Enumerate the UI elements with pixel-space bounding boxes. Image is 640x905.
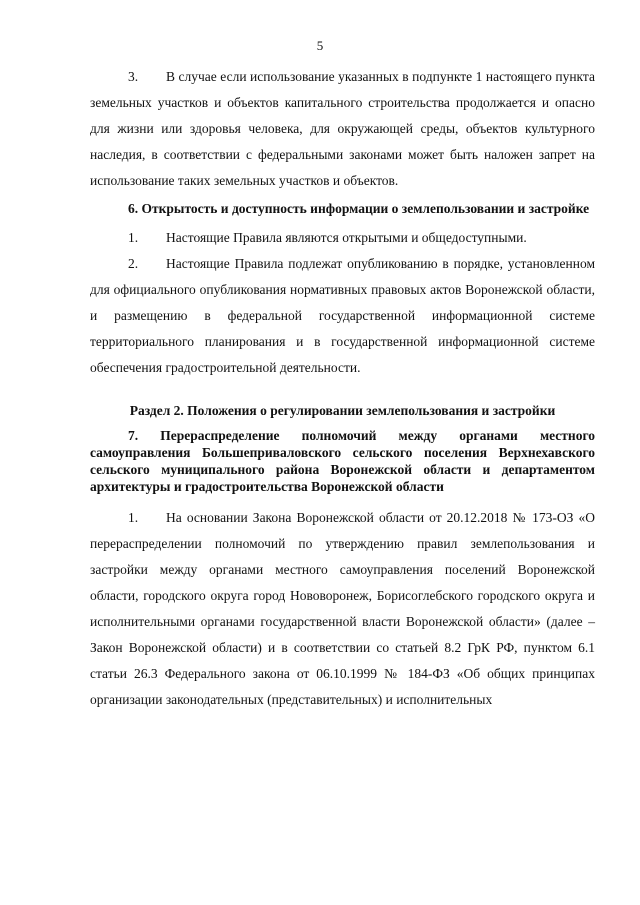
page-number: 5 [316, 38, 324, 53]
paragraph-6-1 [90, 225, 595, 251]
heading-section-6: 6. Открытость и доступность информации о землепользовании и застройке [128, 201, 590, 216]
paragraph-text: На основании Закона Воронежской области от 20.12.2018 № 173-ОЗ «О перераспределении полномочий по утверждению правил землепользования и застройки между органами местного самоуправления поселений Воронежской области, городского округа город Нововоронеж, Борисоглебского городского округа и исполнительными органами государственной власти Воронежской области» (далее – Закон Воронежской области) и в соответствии со статьей 8.2 ГрК РФ, пунктом 6.1 статьи 26.3 Федерального закона от 06.10.1999 № 184-ФЗ «Об общих принципах организации законодательных (представительных) и исполнительных [90, 510, 595, 707]
paragraph-number: 1. [128, 230, 139, 245]
paragraph-6-2 [90, 251, 595, 381]
paragraph-number: 1. [128, 510, 139, 525]
paragraph-text: Настоящие Правила являются открытыми и общедоступными. [166, 230, 527, 245]
paragraph-text: В случае если использование указанных в подпункте 1 настоящего пункта земельных участков и объектов капитального строительства продолжается и опасно для жизни или здоровья человека, для окружающей среды, объектов культурного наследия, в соответствии с федеральными законами может быть наложен запрет на использование таких земельных участков и объектов. [90, 69, 595, 188]
heading-section-7: 7. Перераспределение полномочий между органами местного самоуправления Большеприваловского сельского поселения Верхнехавского сельского муниципального района Воронежской области и департаментом архитектуры и градостроительства Воронежской области [90, 428, 595, 494]
section-2-title: Раздел 2. Положения о регулировании землепользования и застройки [129, 403, 556, 418]
page-content [90, 64, 595, 713]
paragraph-number: 3. [128, 69, 139, 84]
paragraph-3 [90, 64, 595, 194]
paragraph-7-1 [90, 505, 595, 713]
paragraph-number: 2. [128, 256, 139, 271]
paragraph-text: Настоящие Правила подлежат опубликованию в порядке, установленном для официального опубликования нормативных правовых актов Воронежской области, и размещению в федеральной государственной информационной системе территориального планирования и в государственной информационной системе обеспечения градостроительной деятельности. [90, 256, 595, 375]
